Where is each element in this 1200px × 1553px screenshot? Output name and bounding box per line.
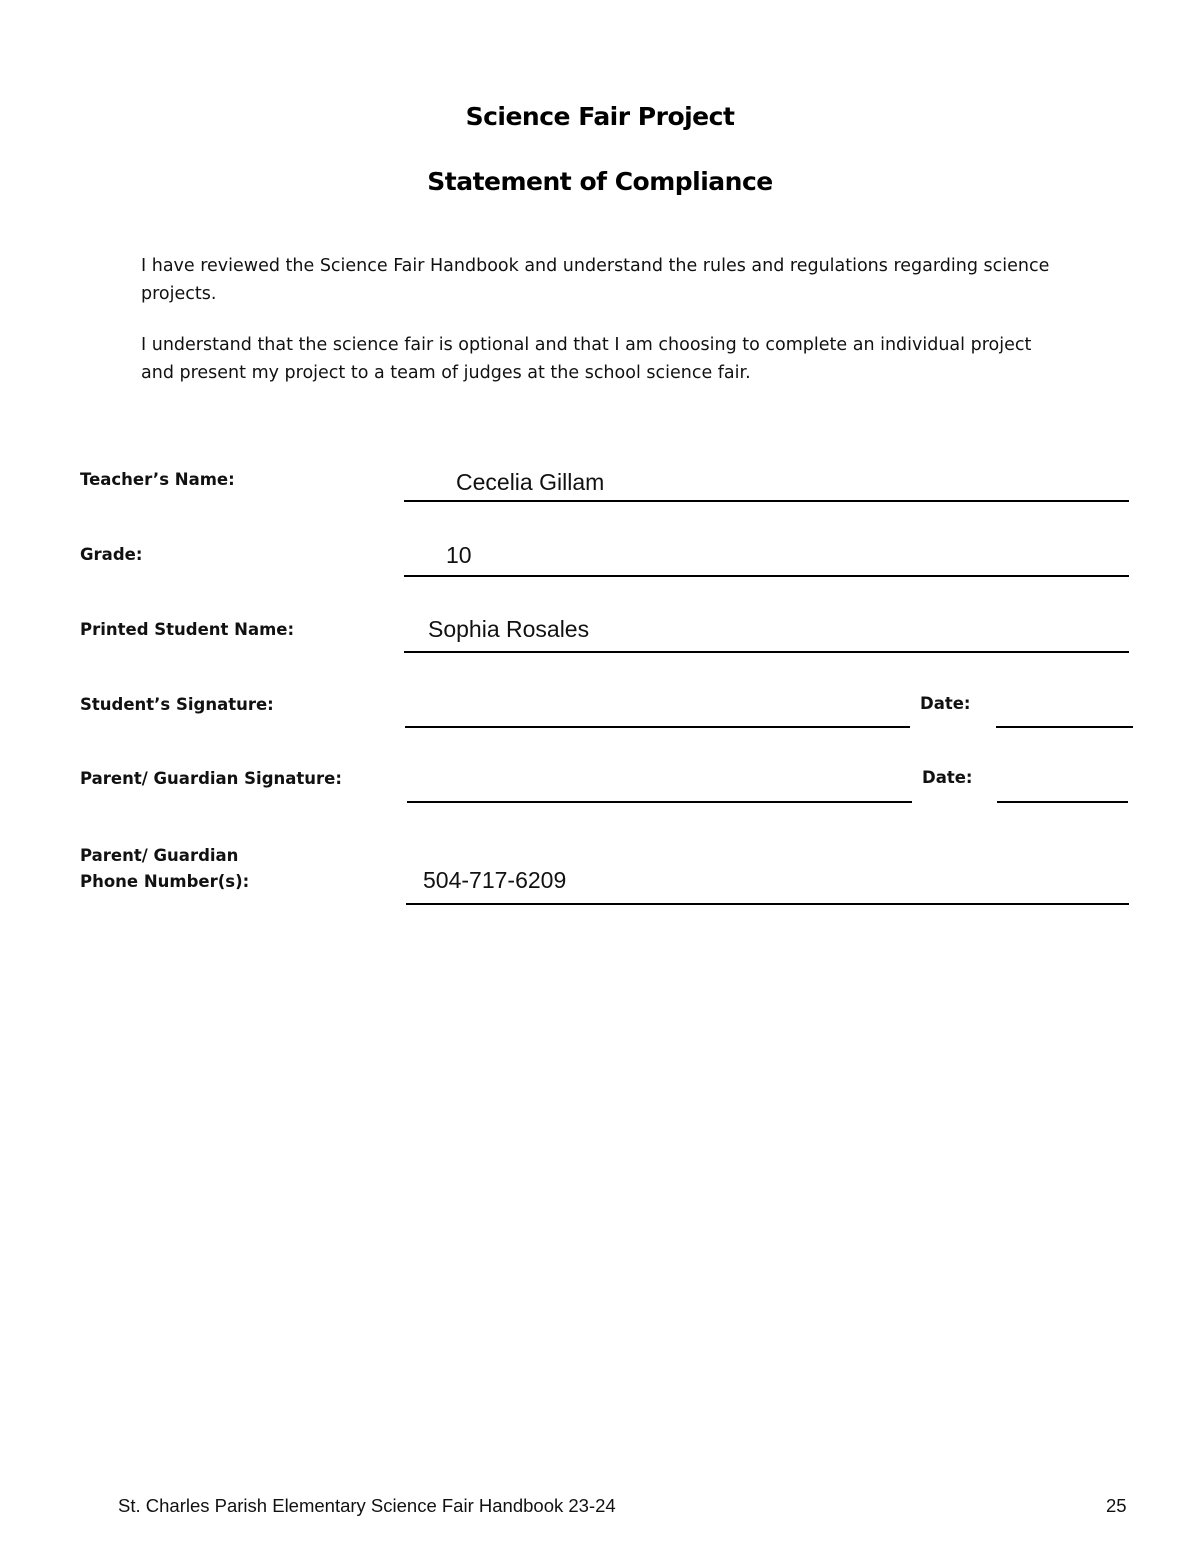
phone-label-line2: Phone Number(s): [80,872,250,891]
student-name-value[interactable]: Sophia Rosales [428,616,590,642]
parent-signature-label: Parent/ Guardian Signature: [80,769,342,788]
page-number: 25 [1106,1495,1127,1516]
student-signature-line[interactable] [405,726,910,728]
phone-line [406,903,1129,905]
statement-paragraph: I have reviewed the Science Fair Handbook and understand the rules and regulations regarding science projects. [141,256,1050,304]
student-date-label: Date: [920,694,971,713]
phone-value[interactable]: 504-717-6209 [423,867,567,893]
grade-label: Grade: [80,545,143,564]
student-name-label: Printed Student Name: [80,620,295,639]
page-subtitle: Statement of Compliance [427,167,773,196]
teacher-name-value[interactable]: Cecelia Gillam [456,469,605,495]
page-title: Science Fair Project [465,102,735,131]
teacher-name-line [404,500,1129,502]
student-name-line [404,651,1129,653]
grade-line [404,575,1129,577]
parent-date-line[interactable] [997,801,1128,803]
teacher-name-label: Teacher’s Name: [80,470,235,489]
student-signature-label: Student’s Signature: [80,695,274,714]
student-date-line[interactable] [996,726,1133,728]
parent-date-label: Date: [922,768,973,787]
phone-label [80,843,249,895]
grade-value[interactable]: 10 [446,542,472,568]
statement-paragraph: I understand that the science fair is optional and that I am choosing to complete an individual project and present my project to a team of judges at the school science fair. [141,335,1032,383]
footer-handbook-title: St. Charles Parish Elementary Science Fair Handbook 23-24 [118,1495,616,1516]
phone-label-line1: Parent/ Guardian [80,846,239,865]
parent-signature-line[interactable] [407,801,912,803]
